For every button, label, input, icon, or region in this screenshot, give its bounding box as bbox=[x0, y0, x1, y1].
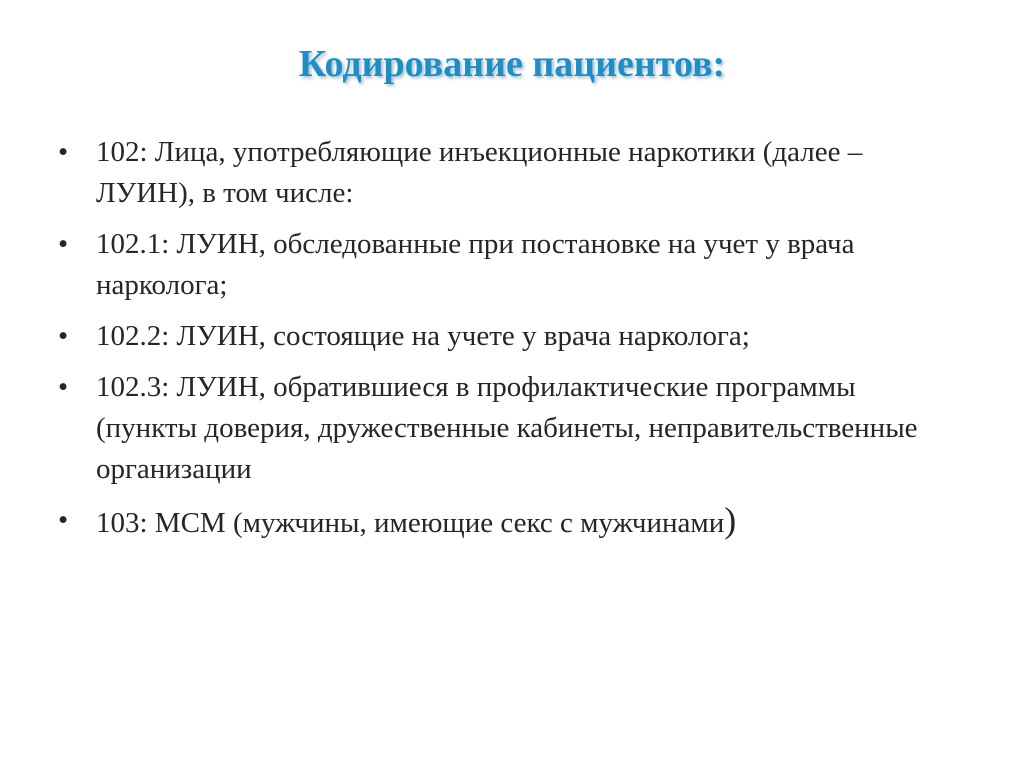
bullet-text: 102.1: ЛУИН, обследованные при постановке на учет у врача нарколога; bbox=[96, 228, 855, 301]
slide-title: Кодирование пациентов: bbox=[298, 43, 726, 85]
bullet-icon: • bbox=[58, 371, 69, 403]
bullet-text: 103: МСМ (мужчины, имеющие секс с мужчинами bbox=[96, 507, 725, 539]
list-item bbox=[58, 500, 938, 544]
bullet-icon: • bbox=[58, 320, 69, 352]
bullet-text: 102.3: ЛУИН, обратившиеся в профилактические программы (пункты доверия, дружественные кабинеты, неправительственные организации bbox=[96, 371, 918, 485]
bullet-text: 102.2: ЛУИН, состоящие на учете у врача нарколога; bbox=[96, 320, 750, 352]
list-item bbox=[58, 367, 938, 490]
list-item bbox=[58, 224, 938, 306]
bullet-icon: • bbox=[58, 136, 69, 168]
bullet-text: 102: Лица, употребляющие инъекционные наркотики (далее – ЛУИН), в том числе: bbox=[96, 136, 863, 209]
list-item bbox=[58, 132, 938, 214]
bullet-icon: • bbox=[58, 228, 69, 260]
bullet-icon: • bbox=[58, 504, 69, 536]
bullet-list bbox=[58, 132, 938, 554]
closing-parenthesis: ) bbox=[724, 500, 737, 540]
list-item bbox=[58, 316, 938, 357]
